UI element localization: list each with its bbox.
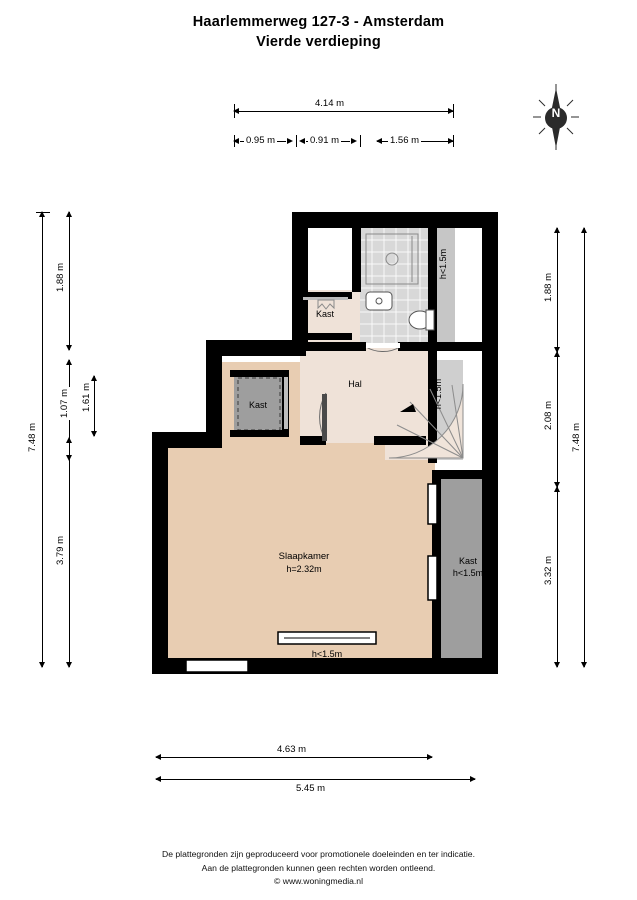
title-floor: Vierde verdieping	[256, 34, 381, 50]
dim-left-seg1-label: 1.88 m	[55, 262, 67, 293]
room-label-stairwell-height	[432, 369, 444, 419]
dim-top-seg3-label: 1.56 m	[390, 135, 420, 146]
closet-middle-door	[284, 377, 288, 429]
room-label-bedroom-name: Slaapkamer	[278, 551, 330, 562]
sink-icon	[366, 292, 392, 310]
dim-right-seg2-label: 2.08 m	[543, 400, 555, 431]
dim-top-seg1-label: 0.95 m	[246, 135, 276, 146]
room-label-closet-middle-name: Kast	[248, 400, 267, 410]
footer-line-1: De plattegronden zijn geproduceerd voor promotionele doeleinden en ter indicatie.	[162, 849, 475, 859]
room-label-bathroom-height	[437, 239, 449, 289]
dim-left-seg3-label: 1.07 m	[59, 388, 71, 419]
stairwell-height-note: h<1.5m	[433, 378, 443, 410]
room-label-hallway-name: Hal	[348, 379, 362, 389]
room-label-closet-right-name: Kast	[458, 556, 477, 566]
room-label-hallway	[325, 378, 385, 390]
dim-right-overall-label: 7.48 m	[571, 422, 583, 453]
room-label-closet-top	[300, 308, 350, 320]
dim-right-seg1-label: 1.88 m	[543, 272, 555, 303]
dim-right-seg3-label: 3.32 m	[543, 555, 555, 586]
footer-disclaimer	[0, 848, 637, 889]
room-label-closet-right-height: h<1.5m	[452, 568, 484, 578]
dim-left-overall-label: 7.48 m	[27, 422, 39, 453]
door-bathroom	[366, 343, 400, 348]
door-hall-bedroom	[322, 394, 327, 441]
room-label-closet-top-name: Kast	[315, 309, 334, 319]
bathroom-height-note: h<1.5m	[438, 248, 448, 280]
closet-right-window-top	[428, 484, 437, 524]
room-label-closet-middle	[232, 399, 284, 411]
compass-north-label: N	[551, 106, 561, 120]
room-label-bedroom	[254, 550, 354, 575]
dim-left-seg2-label: 3.79 m	[55, 535, 67, 566]
room-label-closet-right	[440, 555, 496, 579]
room-label-bedroom-window-note	[278, 648, 376, 660]
dim-left-seg4-label: 1.61 m	[81, 382, 93, 413]
footer-line-3: © www.woningmedia.nl	[274, 876, 363, 886]
bedroom-window-left	[186, 660, 248, 672]
bedroom-window-height-note: h<1.5m	[311, 649, 343, 659]
footer-line-2: Aan de plattegronden kunnen geen rechten worden ontleend.	[201, 862, 436, 873]
title-address: Haarlemmerweg 127-3 - Amsterdam	[192, 14, 445, 30]
dim-bottom-inner-label: 4.63 m	[277, 744, 307, 755]
closet-right-window-bottom	[428, 556, 437, 600]
dim-top-seg2-label: 0.91 m	[310, 135, 340, 146]
dim-bottom-overall-label: 5.45 m	[296, 783, 326, 794]
room-label-bedroom-height: h=2.32m	[286, 564, 322, 574]
dim-top-overall-label: 4.14 m	[315, 98, 345, 109]
